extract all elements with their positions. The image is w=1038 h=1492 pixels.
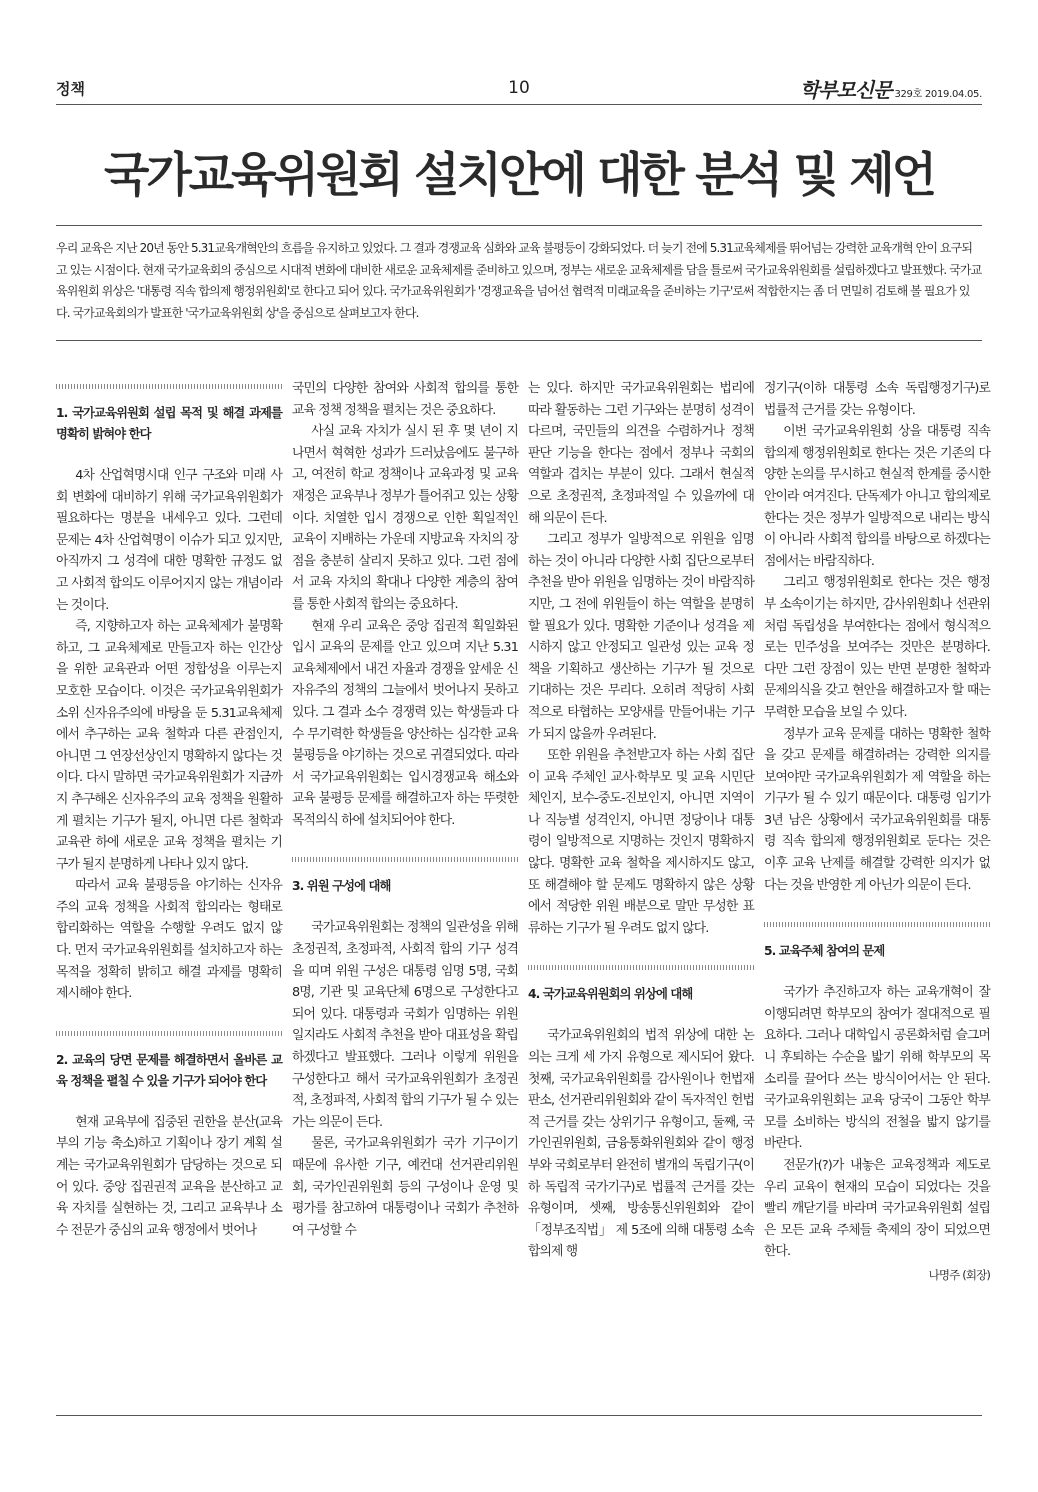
masthead	[800, 74, 982, 103]
page-header	[56, 78, 982, 104]
paragraph: 현재 교육부에 집중된 권한을 분산(교육부의 기능 축소)하고 기획이나 장기 계획 설계는 국가교육위원회가 담당하는 것으로 되어 있다. 중앙 집권권적 교육을 분산하고 교육 자치를 실현하는 것, 그리고 교육부나 소수 전문가 중심의 교육 행정에서 벗어나	[56, 1114, 282, 1238]
section-heading-1: 1. 국가교육위원회 설립 목적 및 해결 과제를 명확히 밝혀야 한다	[56, 406, 282, 441]
section-heading-4: 4. 국가교육위원회의 위상에 대해	[528, 987, 693, 1002]
lead-rule	[56, 340, 982, 341]
title-rule	[56, 225, 982, 226]
column-4	[764, 378, 990, 1287]
paragraph: 정기구(이하 대통령 소속 독립행정기구)로 법률적 근거를 갖는 유형이다.	[764, 381, 990, 418]
page-number: 10	[508, 78, 530, 98]
section-divider	[292, 857, 518, 862]
section-heading-3: 3. 위원 구성에 대해	[292, 879, 391, 894]
article-lead: 우리 교육은 지난 20년 동안 5.31교육개혁안의 흐름을 유지하고 있었다. 그 결과 경쟁교육 심화와 교육 불평등이 강화되었다. 더 늦기 전에 5.31교육체제를 뛰어넘는 강력한 교육개혁 안이 요구되고 있는 시점이다. 현재 국가교육회의 중심으로 시대적 변화에 대비한 새로운 교육체제를 준비하고 있으며, 정부는 새로운 교육체제를 담을 틀로써 국가교육위원회를 설립하겠다고 발표했다. 국가교육위원회 위상은 '대통령 직속 합의제 행정위원회'로 한다고 되어 있다. 국가교육위원회가 '경쟁교육을 넘어선 협력적 미래교육을 준비하는 기구'로써 적합한지는 좀 더 면밀히 검토해 볼 필요가 있다. 국가교육회의가 발표한 '국가교육위원회 상'을 중심으로 살펴보고자 한다.	[56, 241, 982, 320]
column-2	[292, 378, 518, 1241]
paragraph: 따라서 교육 불평등을 야기하는 신자유주의 교육 정책을 사회적 합의라는 형태로 합리화하는 역할을 수행할 우려도 없지 않다. 먼저 국가교육위원회를 설치하고자 하는 목적을 정확히 밝히고 해결 과제를 명확히 제시해야 한다.	[56, 878, 282, 1002]
paragraph: 정부가 교육 문제를 대하는 명확한 철학을 갖고 문제를 해결하려는 강력한 의지를 보여야만 국가교육위원회가 제 역할을 하는 기구가 될 수 있기 때문이다. 대통령 임기가 3년 남은 상황에서 국가교육위원회를 대통령 직속 합의제 행정위원회로 둔다는 것은 이후 교육 난제를 해결할 강력한 의지가 없다는 것을 반영한 게 아닌가 의문이 든다.	[764, 726, 990, 893]
column-1	[56, 378, 282, 1241]
section-divider	[56, 1031, 282, 1036]
section-divider	[764, 922, 990, 927]
column-3	[528, 378, 754, 1263]
paragraph: 국가교육위원회는 정책의 일관성을 위해 초정권적, 초정파적, 사회적 합의 기구 성격을 띠며 위원 구성은 대통령 임명 5명, 국회 8명, 기관 및 교육단체 6명으로 구성한다고 되어 있다. 대통령과 국회가 임명하는 위원일지라도 사회적 추천을 받아 대표성을 확립하겠다고 발표했다. 그러나 이렇게 위원을 구성한다고 해서 국가교육위원회가 초정권적, 초정파적, 사회적 합의 기구가 될 수 있는가는 의문이 든다.	[292, 920, 518, 1130]
newspaper-logo: 학부모신문	[799, 78, 892, 102]
paragraph: 또한 위원을 추천받고자 하는 사회 집단이 교육 주체인 교사·학부모 및 교육 시민단체인지, 보수-중도-진보인지, 아니면 지역이나 직능별 성격인지, 아니면 정당이나 대통령이 일방적으로 지명하는 것인지 명확하지 않다. 명확한 교육 철학을 제시하지도 않고, 또 해결해야 할 문제도 명확하지 않은 상황에서 적당한 위원 배분으로 말만 무성한 표류하는 기구가 될 우려도 없지 않다.	[528, 748, 754, 936]
paragraph: 국가교육위원회의 법적 위상에 대한 논의는 크게 세 가지 유형으로 제시되어 왔다. 첫째, 국가교육위원회를 감사원이나 헌법재판소, 선거관리위원회와 같이 독자적인 헌법적 근거를 갖는 상위기구 유형이고, 둘째, 국가인권위원회, 금융통화위원회와 같이 행정부와 국회로부터 완전히 별개의 독립기구(이하 독립적 국가기구)로 법률적 근거를 갖는 유형이며, 셋째, 방송통신위원회와 같이 「정부조직법」 제 5조에 의해 대통령 소속 합의제 행	[528, 1028, 754, 1260]
paragraph: 는 있다. 하지만 국가교육위원회는 법리에 따라 활동하는 그런 기구와는 분명히 성격이 다르며, 국민들의 의견을 수렴하거나 정책 판단 기능을 한다는 점에서 정부나 국회의 역할과 겹치는 부분이 있다. 그래서 현실적으로 초정권적, 초정파적일 수 있을까에 대해 의문이 든다.	[528, 381, 754, 526]
paragraph: 4차 산업혁명시대 인구 구조와 미래 사회 변화에 대비하기 위해 국가교육위원회가 필요하다는 명분을 내세우고 있다. 그런데 문제는 4차 산업혁명이 이슈가 되고 있지만, 아직까지 그 성격에 대한 명확한 규정도 없고 사회적 합의도 이루어지지 않는 개념이라는 것이다.	[56, 468, 282, 613]
paragraph: 국민의 다양한 참여와 사회적 합의를 통한 교육 정책 정책을 펼치는 것은 중요하다.	[292, 381, 518, 418]
paragraph: 이번 국가교육위원회 상을 대통령 직속 합의제 행정위원회로 한다는 것은 기존의 다양한 논의를 무시하고 현실적 한계를 중시한 안이라 여겨진다. 단독제가 아니고 합의제로 한다는 것은 정부가 일방적으로 내리는 방식이 아니라 사회적 합의를 바탕으로 하겠다는 점에서는 바람직하다.	[764, 424, 990, 569]
paragraph: 전문가(?)가 내놓은 교육정책과 제도로 우리 교육이 현재의 모습이 되었다는 것을 빨리 깨닫기를 바라며 국가교육위원회 설립은 모든 교육 주체들 축제의 장이 되었으면 한다.	[764, 1158, 990, 1260]
paragraph: 그리고 정부가 일방적으로 위원을 임명하는 것이 아니라 다양한 사회 집단으로부터 추천을 받아 위원을 임명하는 것이 바람직하지만, 그 전에 위원들이 하는 역할을 분명히 할 필요가 있다. 명확한 기준이나 성격을 제시하지 않고 안정되고 일관성 있는 교육 정책을 기획하고 생산하는 기구가 될 것으로 기대하는 것은 무리다. 오히려 적당히 사회적으로 타협하는 모양새를 만들어내는 기구가 되지 않을까 우려된다.	[528, 532, 754, 742]
paragraph: 국가가 추진하고자 하는 교육개혁이 잘 이행되려면 학부모의 참여가 절대적으로 필요하다. 그러나 대학입시 공론화처럼 슬그머니 후퇴하는 수순을 밟기 위해 학부모의 목소리를 끌어다 쓰는 방식이어서는 안 된다. 국가교육위원회는 교육 당국이 그동안 학부모를 소비하는 방식의 전철을 밟지 않기를 바란다.	[764, 985, 990, 1152]
paragraph: 현재 우리 교육은 중앙 집권적 획일화된 입시 교육의 문제를 안고 있으며 지난 5.31교육체제에서 내건 자율과 경쟁을 앞세운 신자유주의 정책의 그늘에서 벗어나지 못하고 있다. 그 결과 소수 경쟁력 있는 학생들과 다수 무기력한 학생들을 양산하는 심각한 교육 불평등을 야기하는 것으로 귀결되었다. 따라서 국가교육위원회는 입시경쟁교육 해소와 교육 불평등 문제를 해결하고자 하는 뚜렷한 목적의식 하에 설치되어야 한다.	[292, 618, 518, 828]
section-heading-2: 2. 교육의 당면 문제를 해결하면서 올바른 교육 정책을 펼칠 수 있을 기구가 되어야 한다	[56, 1052, 282, 1088]
header-rule	[56, 104, 982, 105]
section-label: 정책	[56, 80, 85, 98]
paragraph: 그리고 행정위원회로 한다는 것은 행정부 소속이기는 하지만, 감사위원회나 선관위처럼 독립성을 부여한다는 점에서 형식적으로는 민주성을 보여주는 것만은 분명하다. 다만 그런 장점이 있는 반면 분명한 철학과 문제의식을 갖고 현안을 해결하고자 할 때는 무력한 모습을 보일 수 있다.	[764, 575, 990, 720]
issue-date: 329호 2019.04.05.	[894, 89, 982, 100]
section-divider	[56, 384, 282, 389]
paragraph: 즉, 지향하고자 하는 교육체제가 불명확하고, 그 교육체제로 만들고자 하는 인간상을 위한 교육관과 어떤 정합성을 이루는지 모호한 모습이다. 이것은 국가교육위원회가 소위 신자유주의에 바탕을 둔 5.31교육체제에서 추구하는 교육 철학과 다른 관점인지, 아니면 그 연장선상인지 명확하지 않다는 것이다. 다시 말하면 국가교육위원회가 지금까지 추구해온 신자유주의 교육 정책을 원활하게 펼치는 기구가 될지, 아니면 다른 철학과 교육관 하에 새로운 교육 정책을 펼치는 기구가 될지 분명하게 나타나 있지 않다.	[56, 619, 282, 872]
section-heading-5: 5. 교육주체 참여의 문제	[764, 944, 885, 959]
section-divider	[528, 965, 754, 970]
author-byline: 나명주 (회장)	[928, 1267, 990, 1282]
paragraph: 사실 교육 자치가 실시 된 후 몇 년이 지나면서 혁혁한 성과가 드러났음에도 불구하고, 여전히 학교 정책이나 교육과정 및 교육 재정은 교육부나 정부가 틀어쥐고 있는 상황이다. 치열한 입시 경쟁으로 인한 획일적인 교육이 지배하는 가운데 지방교육 자치의 장점을 충분히 살리지 못하고 있다. 그런 점에서 교육 자치의 확대나 다양한 계층의 참여를 통한 사회적 합의는 중요하다.	[292, 424, 518, 612]
paragraph: 물론, 국가교육위원회가 국가 기구이기 때문에 유사한 기구, 예컨대 선거관리위원회, 국가인권위원회 등의 구성이나 운영 및 평가를 참고하여 대통령이나 국회가 추천하여 구성할 수	[292, 1136, 518, 1238]
article-title: 국가교육위원회 설치안에 대한 분석 및 제언	[103, 148, 935, 203]
footer-rule	[56, 1415, 982, 1416]
